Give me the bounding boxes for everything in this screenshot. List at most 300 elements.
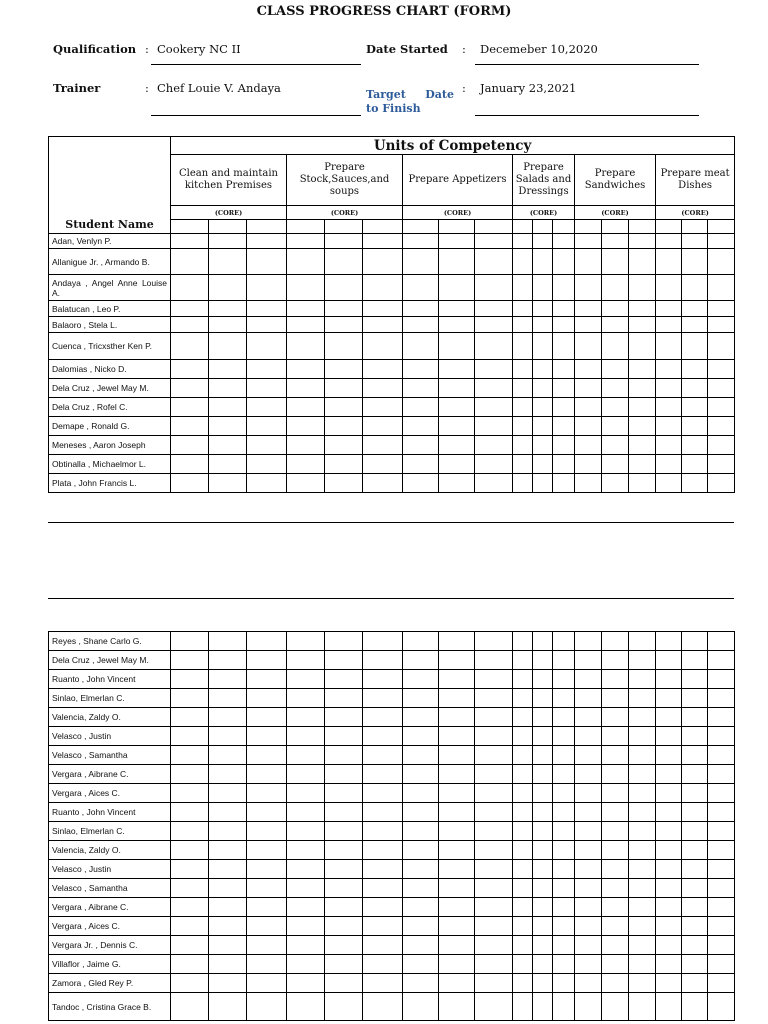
progress-cell[interactable] [209, 333, 247, 360]
progress-cell[interactable] [439, 275, 475, 301]
progress-cell[interactable] [629, 879, 656, 898]
progress-cell[interactable] [553, 879, 575, 898]
progress-cell[interactable] [513, 898, 533, 917]
progress-cell[interactable] [513, 993, 533, 1021]
progress-cell[interactable] [602, 708, 629, 727]
progress-cell[interactable] [575, 249, 602, 275]
progress-cell[interactable] [209, 249, 247, 275]
progress-cell[interactable] [325, 917, 363, 936]
progress-cell[interactable] [403, 275, 439, 301]
progress-cell[interactable] [708, 455, 735, 474]
progress-cell[interactable] [602, 727, 629, 746]
progress-cell[interactable] [629, 317, 656, 333]
progress-cell[interactable] [602, 955, 629, 974]
progress-cell[interactable] [553, 993, 575, 1021]
progress-cell[interactable] [629, 727, 656, 746]
progress-cell[interactable] [575, 651, 602, 670]
progress-cell[interactable] [403, 936, 439, 955]
header-blank-cell[interactable] [533, 220, 553, 234]
progress-cell[interactable] [325, 333, 363, 360]
progress-cell[interactable] [171, 455, 209, 474]
progress-cell[interactable] [513, 822, 533, 841]
progress-cell[interactable] [533, 746, 553, 765]
progress-cell[interactable] [575, 301, 602, 317]
progress-cell[interactable] [325, 803, 363, 822]
progress-cell[interactable] [247, 689, 287, 708]
progress-cell[interactable] [287, 398, 325, 417]
progress-cell[interactable] [247, 249, 287, 275]
progress-cell[interactable] [475, 727, 513, 746]
progress-cell[interactable] [287, 333, 325, 360]
progress-cell[interactable] [602, 936, 629, 955]
progress-cell[interactable] [656, 822, 682, 841]
progress-cell[interactable] [553, 474, 575, 493]
progress-cell[interactable] [553, 689, 575, 708]
progress-cell[interactable] [475, 955, 513, 974]
progress-cell[interactable] [209, 436, 247, 455]
progress-cell[interactable] [363, 955, 403, 974]
progress-cell[interactable] [475, 974, 513, 993]
progress-cell[interactable] [171, 474, 209, 493]
progress-cell[interactable] [171, 936, 209, 955]
progress-cell[interactable] [656, 879, 682, 898]
progress-cell[interactable] [708, 275, 735, 301]
progress-cell[interactable] [708, 670, 735, 689]
progress-cell[interactable] [403, 249, 439, 275]
progress-cell[interactable] [287, 879, 325, 898]
progress-cell[interactable] [629, 936, 656, 955]
progress-cell[interactable] [403, 841, 439, 860]
progress-cell[interactable] [553, 234, 575, 249]
progress-cell[interactable] [247, 917, 287, 936]
progress-cell[interactable] [439, 234, 475, 249]
progress-cell[interactable] [209, 708, 247, 727]
progress-cell[interactable] [629, 301, 656, 317]
progress-cell[interactable] [513, 436, 533, 455]
progress-cell[interactable] [513, 670, 533, 689]
progress-cell[interactable] [708, 317, 735, 333]
progress-cell[interactable] [513, 474, 533, 493]
progress-cell[interactable] [682, 379, 708, 398]
progress-cell[interactable] [708, 879, 735, 898]
progress-cell[interactable] [325, 670, 363, 689]
progress-cell[interactable] [247, 841, 287, 860]
progress-cell[interactable] [575, 317, 602, 333]
header-blank-cell[interactable] [325, 220, 363, 234]
progress-cell[interactable] [629, 455, 656, 474]
progress-cell[interactable] [475, 708, 513, 727]
progress-cell[interactable] [533, 860, 553, 879]
progress-cell[interactable] [629, 784, 656, 803]
progress-cell[interactable] [629, 670, 656, 689]
progress-cell[interactable] [513, 803, 533, 822]
progress-cell[interactable] [209, 898, 247, 917]
progress-cell[interactable] [533, 936, 553, 955]
progress-cell[interactable] [439, 689, 475, 708]
progress-cell[interactable] [553, 632, 575, 651]
progress-cell[interactable] [682, 474, 708, 493]
progress-cell[interactable] [533, 822, 553, 841]
progress-cell[interactable] [682, 765, 708, 784]
progress-cell[interactable] [439, 379, 475, 398]
progress-cell[interactable] [171, 670, 209, 689]
progress-cell[interactable] [363, 474, 403, 493]
progress-cell[interactable] [209, 803, 247, 822]
progress-cell[interactable] [171, 822, 209, 841]
progress-cell[interactable] [513, 301, 533, 317]
progress-cell[interactable] [629, 955, 656, 974]
progress-cell[interactable] [475, 249, 513, 275]
progress-cell[interactable] [553, 765, 575, 784]
progress-cell[interactable] [403, 974, 439, 993]
progress-cell[interactable] [439, 936, 475, 955]
progress-cell[interactable] [325, 455, 363, 474]
progress-cell[interactable] [656, 803, 682, 822]
progress-cell[interactable] [247, 727, 287, 746]
progress-cell[interactable] [171, 841, 209, 860]
progress-cell[interactable] [553, 841, 575, 860]
progress-cell[interactable] [363, 275, 403, 301]
progress-cell[interactable] [513, 784, 533, 803]
progress-cell[interactable] [602, 301, 629, 317]
progress-cell[interactable] [439, 974, 475, 993]
progress-cell[interactable] [209, 841, 247, 860]
progress-cell[interactable] [325, 249, 363, 275]
progress-cell[interactable] [708, 398, 735, 417]
progress-cell[interactable] [403, 317, 439, 333]
progress-cell[interactable] [209, 784, 247, 803]
progress-cell[interactable] [247, 708, 287, 727]
progress-cell[interactable] [708, 379, 735, 398]
progress-cell[interactable] [287, 455, 325, 474]
progress-cell[interactable] [363, 993, 403, 1021]
progress-cell[interactable] [439, 803, 475, 822]
progress-cell[interactable] [171, 333, 209, 360]
progress-cell[interactable] [575, 936, 602, 955]
progress-cell[interactable] [403, 784, 439, 803]
progress-cell[interactable] [439, 765, 475, 784]
progress-cell[interactable] [171, 651, 209, 670]
progress-cell[interactable] [439, 417, 475, 436]
progress-cell[interactable] [475, 670, 513, 689]
progress-cell[interactable] [209, 860, 247, 879]
progress-cell[interactable] [171, 436, 209, 455]
progress-cell[interactable] [629, 379, 656, 398]
progress-cell[interactable] [439, 784, 475, 803]
progress-cell[interactable] [287, 651, 325, 670]
progress-cell[interactable] [363, 379, 403, 398]
progress-cell[interactable] [325, 651, 363, 670]
progress-cell[interactable] [363, 689, 403, 708]
progress-cell[interactable] [403, 822, 439, 841]
progress-cell[interactable] [287, 379, 325, 398]
progress-cell[interactable] [533, 670, 553, 689]
progress-cell[interactable] [171, 398, 209, 417]
progress-cell[interactable] [325, 436, 363, 455]
progress-cell[interactable] [209, 417, 247, 436]
progress-cell[interactable] [682, 898, 708, 917]
progress-cell[interactable] [708, 234, 735, 249]
progress-cell[interactable] [439, 746, 475, 765]
progress-cell[interactable] [629, 803, 656, 822]
progress-cell[interactable] [287, 301, 325, 317]
progress-cell[interactable] [171, 234, 209, 249]
progress-cell[interactable] [513, 249, 533, 275]
progress-cell[interactable] [287, 955, 325, 974]
progress-cell[interactable] [708, 936, 735, 955]
progress-cell[interactable] [325, 275, 363, 301]
progress-cell[interactable] [553, 936, 575, 955]
progress-cell[interactable] [602, 841, 629, 860]
progress-cell[interactable] [629, 689, 656, 708]
progress-cell[interactable] [602, 917, 629, 936]
progress-cell[interactable] [475, 301, 513, 317]
progress-cell[interactable] [171, 317, 209, 333]
progress-cell[interactable] [403, 708, 439, 727]
progress-cell[interactable] [533, 455, 553, 474]
progress-cell[interactable] [247, 417, 287, 436]
progress-cell[interactable] [247, 632, 287, 651]
progress-cell[interactable] [682, 822, 708, 841]
progress-cell[interactable] [403, 651, 439, 670]
progress-cell[interactable] [708, 898, 735, 917]
progress-cell[interactable] [575, 379, 602, 398]
progress-cell[interactable] [602, 249, 629, 275]
progress-cell[interactable] [287, 670, 325, 689]
progress-cell[interactable] [513, 917, 533, 936]
progress-cell[interactable] [363, 317, 403, 333]
progress-cell[interactable] [363, 455, 403, 474]
progress-cell[interactable] [403, 632, 439, 651]
progress-cell[interactable] [475, 803, 513, 822]
progress-cell[interactable] [209, 955, 247, 974]
progress-cell[interactable] [602, 822, 629, 841]
progress-cell[interactable] [325, 841, 363, 860]
progress-cell[interactable] [325, 360, 363, 379]
progress-cell[interactable] [439, 822, 475, 841]
progress-cell[interactable] [575, 784, 602, 803]
progress-cell[interactable] [553, 860, 575, 879]
progress-cell[interactable] [575, 474, 602, 493]
progress-cell[interactable] [475, 746, 513, 765]
progress-cell[interactable] [629, 360, 656, 379]
progress-cell[interactable] [513, 360, 533, 379]
progress-cell[interactable] [575, 822, 602, 841]
progress-cell[interactable] [575, 333, 602, 360]
progress-cell[interactable] [287, 360, 325, 379]
progress-cell[interactable] [325, 822, 363, 841]
progress-cell[interactable] [575, 670, 602, 689]
progress-cell[interactable] [533, 360, 553, 379]
progress-cell[interactable] [533, 708, 553, 727]
progress-cell[interactable] [403, 689, 439, 708]
progress-cell[interactable] [209, 746, 247, 765]
progress-cell[interactable] [656, 398, 682, 417]
progress-cell[interactable] [513, 746, 533, 765]
progress-cell[interactable] [708, 301, 735, 317]
progress-cell[interactable] [171, 746, 209, 765]
progress-cell[interactable] [439, 436, 475, 455]
header-blank-cell[interactable] [708, 220, 735, 234]
progress-cell[interactable] [171, 417, 209, 436]
progress-cell[interactable] [533, 275, 553, 301]
progress-cell[interactable] [553, 379, 575, 398]
progress-cell[interactable] [656, 955, 682, 974]
progress-cell[interactable] [513, 708, 533, 727]
progress-cell[interactable] [287, 860, 325, 879]
progress-cell[interactable] [656, 784, 682, 803]
progress-cell[interactable] [171, 708, 209, 727]
progress-cell[interactable] [602, 436, 629, 455]
progress-cell[interactable] [602, 360, 629, 379]
progress-cell[interactable] [403, 860, 439, 879]
progress-cell[interactable] [247, 301, 287, 317]
progress-cell[interactable] [575, 841, 602, 860]
progress-cell[interactable] [287, 917, 325, 936]
progress-cell[interactable] [209, 765, 247, 784]
progress-cell[interactable] [475, 632, 513, 651]
progress-cell[interactable] [629, 746, 656, 765]
progress-cell[interactable] [513, 936, 533, 955]
progress-cell[interactable] [363, 841, 403, 860]
progress-cell[interactable] [656, 455, 682, 474]
progress-cell[interactable] [363, 898, 403, 917]
progress-cell[interactable] [513, 398, 533, 417]
progress-cell[interactable] [247, 803, 287, 822]
progress-cell[interactable] [325, 632, 363, 651]
progress-cell[interactable] [708, 249, 735, 275]
progress-cell[interactable] [656, 993, 682, 1021]
progress-cell[interactable] [708, 822, 735, 841]
header-blank-cell[interactable] [439, 220, 475, 234]
progress-cell[interactable] [682, 670, 708, 689]
progress-cell[interactable] [533, 249, 553, 275]
progress-cell[interactable] [287, 417, 325, 436]
progress-cell[interactable] [247, 993, 287, 1021]
progress-cell[interactable] [553, 301, 575, 317]
progress-cell[interactable] [533, 955, 553, 974]
progress-cell[interactable] [575, 727, 602, 746]
progress-cell[interactable] [403, 234, 439, 249]
progress-cell[interactable] [475, 436, 513, 455]
progress-cell[interactable] [363, 784, 403, 803]
progress-cell[interactable] [247, 360, 287, 379]
progress-cell[interactable] [708, 841, 735, 860]
progress-cell[interactable] [602, 784, 629, 803]
progress-cell[interactable] [247, 784, 287, 803]
progress-cell[interactable] [363, 917, 403, 936]
progress-cell[interactable] [247, 234, 287, 249]
progress-cell[interactable] [682, 234, 708, 249]
progress-cell[interactable] [325, 765, 363, 784]
progress-cell[interactable] [629, 234, 656, 249]
progress-cell[interactable] [403, 993, 439, 1021]
progress-cell[interactable] [287, 993, 325, 1021]
progress-cell[interactable] [682, 803, 708, 822]
progress-cell[interactable] [682, 455, 708, 474]
progress-cell[interactable] [287, 746, 325, 765]
progress-cell[interactable] [602, 379, 629, 398]
progress-cell[interactable] [439, 398, 475, 417]
progress-cell[interactable] [682, 974, 708, 993]
progress-cell[interactable] [247, 898, 287, 917]
progress-cell[interactable] [209, 455, 247, 474]
progress-cell[interactable] [575, 803, 602, 822]
progress-cell[interactable] [403, 436, 439, 455]
progress-cell[interactable] [363, 765, 403, 784]
progress-cell[interactable] [629, 249, 656, 275]
progress-cell[interactable] [325, 474, 363, 493]
progress-cell[interactable] [475, 455, 513, 474]
progress-cell[interactable] [682, 917, 708, 936]
progress-cell[interactable] [171, 301, 209, 317]
progress-cell[interactable] [708, 708, 735, 727]
progress-cell[interactable] [708, 333, 735, 360]
progress-cell[interactable] [602, 879, 629, 898]
progress-cell[interactable] [656, 632, 682, 651]
progress-cell[interactable] [708, 632, 735, 651]
progress-cell[interactable] [287, 936, 325, 955]
progress-cell[interactable] [656, 333, 682, 360]
progress-cell[interactable] [403, 474, 439, 493]
progress-cell[interactable] [475, 417, 513, 436]
progress-cell[interactable] [403, 417, 439, 436]
progress-cell[interactable] [171, 765, 209, 784]
progress-cell[interactable] [575, 879, 602, 898]
progress-cell[interactable] [513, 275, 533, 301]
progress-cell[interactable] [363, 301, 403, 317]
progress-cell[interactable] [171, 860, 209, 879]
progress-cell[interactable] [602, 670, 629, 689]
progress-cell[interactable] [656, 651, 682, 670]
progress-cell[interactable] [475, 689, 513, 708]
progress-cell[interactable] [475, 822, 513, 841]
progress-cell[interactable] [209, 917, 247, 936]
progress-cell[interactable] [513, 651, 533, 670]
progress-cell[interactable] [553, 955, 575, 974]
progress-cell[interactable] [629, 765, 656, 784]
progress-cell[interactable] [656, 898, 682, 917]
progress-cell[interactable] [171, 275, 209, 301]
progress-cell[interactable] [325, 746, 363, 765]
progress-cell[interactable] [553, 803, 575, 822]
progress-cell[interactable] [209, 936, 247, 955]
progress-cell[interactable] [602, 993, 629, 1021]
progress-cell[interactable] [209, 398, 247, 417]
progress-cell[interactable] [439, 917, 475, 936]
progress-cell[interactable] [575, 398, 602, 417]
progress-cell[interactable] [403, 360, 439, 379]
progress-cell[interactable] [553, 275, 575, 301]
progress-cell[interactable] [682, 398, 708, 417]
progress-cell[interactable] [682, 993, 708, 1021]
progress-cell[interactable] [533, 727, 553, 746]
progress-cell[interactable] [533, 898, 553, 917]
progress-cell[interactable] [325, 417, 363, 436]
progress-cell[interactable] [553, 333, 575, 360]
progress-cell[interactable] [553, 974, 575, 993]
progress-cell[interactable] [533, 689, 553, 708]
progress-cell[interactable] [682, 784, 708, 803]
progress-cell[interactable] [708, 417, 735, 436]
progress-cell[interactable] [325, 936, 363, 955]
progress-cell[interactable] [475, 360, 513, 379]
progress-cell[interactable] [629, 632, 656, 651]
progress-cell[interactable] [403, 917, 439, 936]
progress-cell[interactable] [629, 436, 656, 455]
progress-cell[interactable] [553, 417, 575, 436]
progress-cell[interactable] [475, 651, 513, 670]
